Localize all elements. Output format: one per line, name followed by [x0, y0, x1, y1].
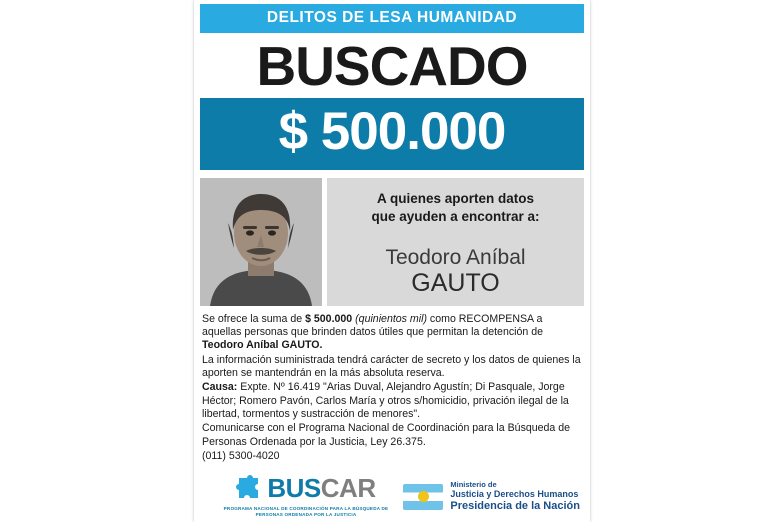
contact-phone: (011) 5300-4020: [202, 450, 280, 463]
subject-section: [200, 178, 584, 306]
poster-footer: [194, 473, 590, 518]
case-text: Expte. Nº 16.419 "Arias Duval, Alejandro Agustín; Di Pasquale, Jorge Héctor; Romero Pavón, Carlos María y otros s/homicidio, privación ilegal de la libertad, tormentos y sustracción de menores".: [202, 381, 569, 421]
ministry-text-block: [450, 480, 580, 514]
buscar-wordmark: [267, 473, 375, 504]
reward-amount-inline: $ 500.000: [305, 312, 353, 325]
reward-intro-line-1: A quienes aporten datos: [376, 190, 535, 206]
buscar-logo: [222, 473, 390, 518]
buscar-logo-row: [236, 473, 375, 504]
subject-first-name: Teodoro Aníbal: [385, 246, 526, 270]
paragraph-reward: [202, 313, 582, 353]
ministry-line-2: Justicia y Derechos Humanos: [450, 489, 579, 499]
headline-buscado: BUSCADO: [256, 35, 528, 97]
puzzle-piece-icon: [236, 475, 262, 501]
ministry-line-3: Presidencia de la Nación: [450, 500, 580, 513]
sun-of-may-icon: [418, 491, 429, 502]
ministry-logo: [403, 480, 580, 518]
reward-intro-line-2: que ayuden a encontrar a:: [371, 208, 540, 224]
portrait-illustration: [200, 178, 322, 306]
reward-text-a: Se ofrece la suma de: [202, 312, 306, 325]
buscar-bus: BUS: [267, 472, 321, 503]
reward-instruction-block: [327, 178, 584, 306]
paragraph-contact: Comunicarse con el Programa Nacional de Coordinación para la Búsqueda de Personas Ordenada por la Justicia, Ley 26.375.: [202, 422, 571, 448]
case-label: Causa:: [202, 381, 238, 394]
argentina-flag-icon: [403, 484, 443, 510]
poster-body-text: [202, 313, 582, 464]
poster-sheet: [194, 0, 590, 522]
reward-subject-name: Teodoro Aníbal GAUTO.: [202, 339, 323, 352]
subject-photo: [200, 178, 322, 306]
subject-last-name: GAUTO: [411, 269, 500, 298]
reward-amount-bar: $ 500.000: [200, 98, 584, 170]
buscar-subtitle: PROGRAMA NACIONAL DE COORDINACIÓN PARA LA BÚSQUEDA DE PERSONAS ORDENADA POR LA JUSTICIA: [223, 505, 389, 517]
reward-amount-words: (quinientos mil): [352, 312, 427, 325]
paragraph-confidentiality: La información suministrada tendrá carácter de secreto y los datos de quienes la aporten se mantendrán en la más absoluta reserva.: [202, 353, 581, 380]
reward-text-c: como RECOMPENSA a aquellas personas que brinden datos útiles que permitan la detención de: [202, 312, 544, 338]
ministry-line-1: Ministerio de: [450, 479, 497, 489]
puzzle-piece-glyph: [236, 475, 262, 501]
crime-category-banner: DELITOS DE LESA HUMANIDAD: [200, 4, 584, 33]
paragraph-case: [202, 381, 582, 421]
buscar-car: CAR: [320, 472, 376, 503]
